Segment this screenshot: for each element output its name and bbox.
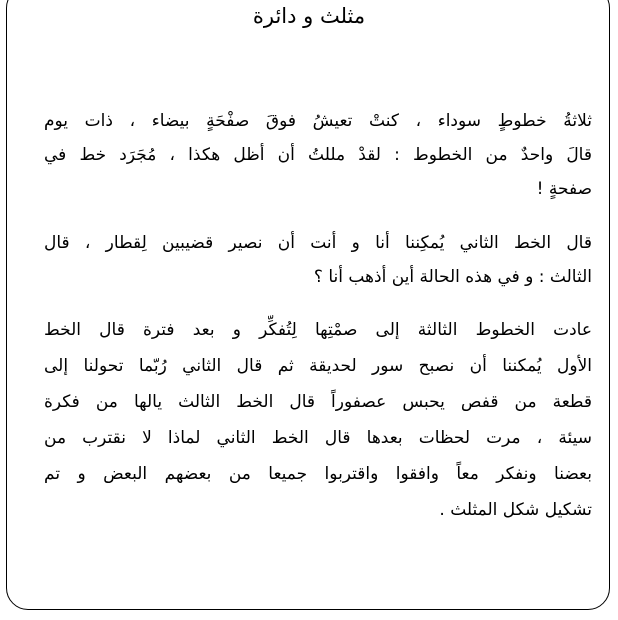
paragraph-1 bbox=[44, 104, 592, 206]
paragraph-line: ثلاثةُ خطوطٍ سوداء ، كنتْ تعيشُ فوقَ صفْحَةٍ بيضاء ، ذات يوم bbox=[44, 111, 592, 131]
paragraph-line: تشكيل شكل المثلث . bbox=[439, 500, 592, 520]
paragraph-2 bbox=[44, 226, 592, 294]
paragraph-line: الثالث : و في هذه الحالة أين أذهب أنا ؟ bbox=[313, 267, 592, 287]
paragraph-line: قال الخط الثاني يُمكِننا أنا و أنت أن نصير قضيبين لِقطار ، قال bbox=[44, 233, 592, 253]
paragraph-line: سيئة ، مرت لحظات بعدها قال الخط الثاني لماذا لا نقترب من bbox=[44, 428, 592, 448]
paragraph-line: قالَ واحدٌ من الخطوط : لقدْ مللتُ أن أظل هكذا ، مُجَرَد خط في bbox=[44, 145, 592, 165]
paragraph-line: الأول يُمكننا أن نصبح سور لحديقة ثم قال الثاني رُبّما تحولنا إلى bbox=[44, 356, 592, 376]
document-title: مثلث و دائرة bbox=[252, 4, 366, 28]
paragraph-line: عادت الخطوط الثالثة إلى صمْتِها لِتُفكِّر و بعد فترة قال الخط bbox=[44, 320, 592, 340]
paragraph-line: صفحةٍ ! bbox=[536, 179, 592, 199]
paragraph-line: بعضنا ونفكر معاً وافقوا واقتربوا جميعا من بعضهم البعض و تم bbox=[44, 464, 592, 484]
paragraph-3 bbox=[44, 312, 592, 528]
paragraph-line: قطعة من قفص يحبس عصفوراً قال الخط الثالث يالها من فكرة bbox=[44, 392, 592, 412]
